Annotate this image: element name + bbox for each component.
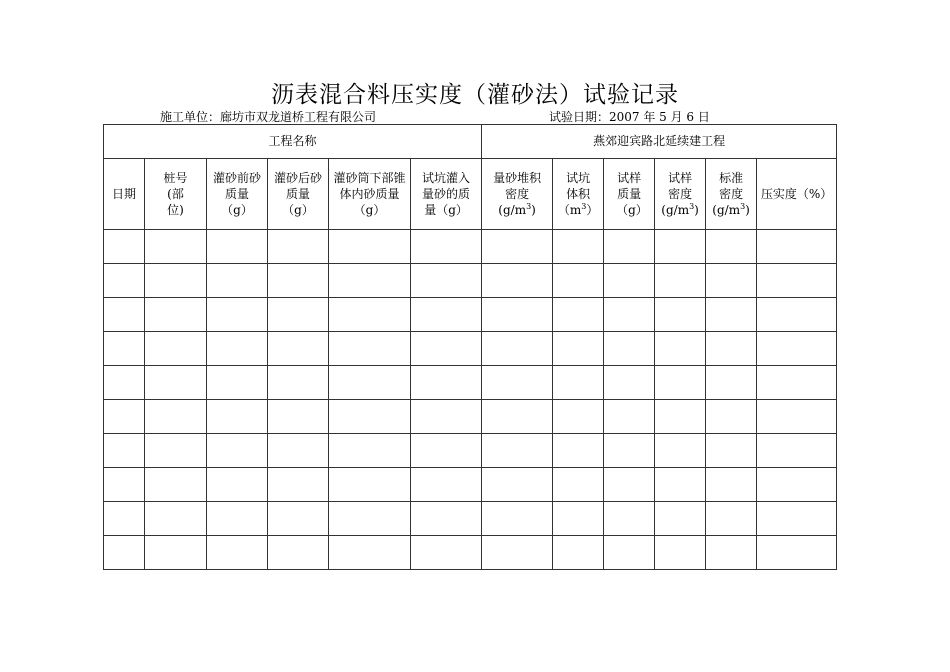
table-cell[interactable] <box>706 502 757 536</box>
table-cell[interactable] <box>207 366 268 400</box>
table-cell[interactable] <box>329 502 411 536</box>
table-cell[interactable] <box>411 400 482 434</box>
col-cone-sand <box>329 159 411 230</box>
col-sample-density <box>655 159 706 230</box>
table-cell[interactable] <box>482 536 553 570</box>
table-row <box>104 468 837 502</box>
table-cell[interactable] <box>706 264 757 298</box>
table-cell[interactable] <box>655 536 706 570</box>
table-row <box>104 434 837 468</box>
table-cell[interactable] <box>104 366 145 400</box>
table-cell[interactable] <box>268 502 329 536</box>
col-sand-density-label: 量砂堆积密度 <box>493 170 542 201</box>
table-cell[interactable] <box>145 332 207 366</box>
table-cell[interactable] <box>104 332 145 366</box>
table-cell[interactable] <box>757 468 837 502</box>
page-title: 沥表混合料压实度（灌砂法）试验记录 <box>271 82 679 108</box>
table-cell[interactable] <box>482 230 553 264</box>
table-cell[interactable] <box>145 468 207 502</box>
col-pit-sand-label: 试坑灌入量砂的质量（g） <box>422 170 471 218</box>
col-station-label: 桩号(部位) <box>163 170 188 218</box>
table-cell[interactable] <box>655 468 706 502</box>
table-cell[interactable] <box>145 502 207 536</box>
table-cell[interactable] <box>145 434 207 468</box>
table-cell[interactable] <box>411 264 482 298</box>
table-cell[interactable] <box>268 434 329 468</box>
table-cell[interactable] <box>604 502 655 536</box>
table-cell[interactable] <box>104 298 145 332</box>
table-cell[interactable] <box>553 366 604 400</box>
table-cell[interactable] <box>268 230 329 264</box>
col-sample-mass-label: 试样质量（g） <box>616 170 648 218</box>
table-cell[interactable] <box>655 298 706 332</box>
table-cell[interactable] <box>706 230 757 264</box>
table-cell[interactable] <box>268 468 329 502</box>
table-cell[interactable] <box>706 332 757 366</box>
table-cell[interactable] <box>604 332 655 366</box>
project-name-label: 工程名称 <box>104 125 482 159</box>
table-cell[interactable] <box>482 468 553 502</box>
table-cell[interactable] <box>482 332 553 366</box>
table-row <box>104 230 837 264</box>
table-cell[interactable] <box>604 264 655 298</box>
table-cell[interactable] <box>757 230 837 264</box>
table-cell[interactable] <box>604 230 655 264</box>
col-station <box>145 159 207 230</box>
table-cell[interactable] <box>329 468 411 502</box>
table-cell[interactable] <box>268 264 329 298</box>
table-cell[interactable] <box>757 264 837 298</box>
col-sample-density-unit: $(g/m^3)$ <box>661 202 699 218</box>
table-cell[interactable] <box>757 502 837 536</box>
table-cell[interactable] <box>104 502 145 536</box>
table-cell[interactable] <box>329 400 411 434</box>
table-cell[interactable] <box>604 536 655 570</box>
table-cell[interactable] <box>104 230 145 264</box>
table-cell[interactable] <box>706 468 757 502</box>
table-cell[interactable] <box>604 400 655 434</box>
col-pit-sand <box>411 159 482 230</box>
table-cell[interactable] <box>553 434 604 468</box>
table-cell[interactable] <box>268 332 329 366</box>
table-cell[interactable] <box>411 468 482 502</box>
col-sand-before <box>207 159 268 230</box>
table-cell[interactable] <box>553 332 604 366</box>
table-cell[interactable] <box>553 264 604 298</box>
col-sample-density-label: 试样密度 <box>668 170 693 201</box>
table-cell[interactable] <box>604 434 655 468</box>
table-cell[interactable] <box>329 230 411 264</box>
table-cell[interactable] <box>706 400 757 434</box>
table-row <box>104 366 837 400</box>
table-cell[interactable] <box>207 298 268 332</box>
table-cell[interactable] <box>145 536 207 570</box>
table-cell[interactable] <box>757 298 837 332</box>
table-cell[interactable] <box>329 536 411 570</box>
table-cell[interactable] <box>482 264 553 298</box>
table-cell[interactable] <box>411 366 482 400</box>
table-cell[interactable] <box>757 400 837 434</box>
table-cell[interactable] <box>411 502 482 536</box>
table-cell[interactable] <box>104 434 145 468</box>
table-cell[interactable] <box>655 434 706 468</box>
col-date: 日期 <box>104 159 145 230</box>
col-pit-volume-unit: $(m^3)$ <box>557 202 599 218</box>
table-cell[interactable] <box>329 332 411 366</box>
table-cell[interactable] <box>757 366 837 400</box>
table-row <box>104 400 837 434</box>
table-cell[interactable] <box>482 400 553 434</box>
table-row <box>104 298 837 332</box>
table-cell[interactable] <box>411 230 482 264</box>
table-cell[interactable] <box>655 502 706 536</box>
table-cell[interactable] <box>482 298 553 332</box>
table-cell[interactable] <box>411 434 482 468</box>
table-row <box>104 264 837 298</box>
table-cell[interactable] <box>329 298 411 332</box>
table-cell[interactable] <box>655 332 706 366</box>
table-cell[interactable] <box>207 434 268 468</box>
table-cell[interactable] <box>706 536 757 570</box>
table-cell[interactable] <box>145 366 207 400</box>
table-cell[interactable] <box>207 230 268 264</box>
table-cell[interactable] <box>757 434 837 468</box>
table-cell[interactable] <box>329 264 411 298</box>
test-date: 试验日期：2007 年 5 月 6 日 <box>549 110 710 124</box>
table-cell[interactable] <box>411 536 482 570</box>
table-cell[interactable] <box>329 434 411 468</box>
table-cell[interactable] <box>104 468 145 502</box>
table-cell[interactable] <box>145 298 207 332</box>
col-sand-density-unit: $(g/m^3)$ <box>498 202 536 218</box>
table-cell[interactable] <box>706 366 757 400</box>
table-cell[interactable] <box>268 536 329 570</box>
table-cell[interactable] <box>757 536 837 570</box>
table-row <box>104 502 837 536</box>
record-table <box>103 124 837 570</box>
table-row <box>104 332 837 366</box>
col-standard-density <box>706 159 757 230</box>
table-cell[interactable] <box>655 366 706 400</box>
table-body <box>104 230 837 570</box>
col-cone-sand-label: 灌砂筒下部锥体内砂质量（g） <box>333 170 406 218</box>
table-cell[interactable] <box>553 230 604 264</box>
table-cell[interactable] <box>145 264 207 298</box>
col-pit-volume <box>553 159 604 230</box>
table-cell[interactable] <box>268 400 329 434</box>
col-standard-density-unit: $(g/m^3)$ <box>712 202 750 218</box>
table-cell[interactable] <box>604 298 655 332</box>
table-cell[interactable] <box>604 366 655 400</box>
table-cell[interactable] <box>104 536 145 570</box>
table-cell[interactable] <box>268 366 329 400</box>
table-cell[interactable] <box>268 298 329 332</box>
table-cell[interactable] <box>553 298 604 332</box>
col-sample-mass <box>604 159 655 230</box>
table-cell[interactable] <box>207 332 268 366</box>
table-cell[interactable] <box>482 366 553 400</box>
col-pit-volume-label: 试坑体积 <box>566 170 591 201</box>
table-cell[interactable] <box>329 366 411 400</box>
project-name-value: 燕郊迎宾路北延续建工程 <box>482 125 837 159</box>
table-cell[interactable] <box>411 298 482 332</box>
table-cell[interactable] <box>104 264 145 298</box>
table-cell[interactable] <box>482 502 553 536</box>
table-cell[interactable] <box>706 298 757 332</box>
table-cell[interactable] <box>207 536 268 570</box>
table-cell[interactable] <box>207 468 268 502</box>
table-cell[interactable] <box>553 468 604 502</box>
table-cell[interactable] <box>482 434 553 468</box>
table-cell[interactable] <box>655 230 706 264</box>
col-standard-density-label: 标准密度 <box>719 170 744 201</box>
col-compaction: 压实度（%） <box>757 159 837 230</box>
table-cell[interactable] <box>207 400 268 434</box>
table-cell[interactable] <box>207 264 268 298</box>
table-cell[interactable] <box>411 332 482 366</box>
project-row <box>104 125 837 159</box>
table-cell[interactable] <box>104 400 145 434</box>
table-cell[interactable] <box>757 332 837 366</box>
table-cell[interactable] <box>207 502 268 536</box>
col-sand-after <box>268 159 329 230</box>
table-cell[interactable] <box>145 400 207 434</box>
construction-unit: 施工单位：廊坊市双龙道桥工程有限公司 <box>160 110 377 124</box>
table-cell[interactable] <box>655 400 706 434</box>
table-cell[interactable] <box>553 400 604 434</box>
table-row <box>104 536 837 570</box>
table-cell[interactable] <box>145 230 207 264</box>
table-cell[interactable] <box>604 468 655 502</box>
table-cell[interactable] <box>706 434 757 468</box>
table-cell[interactable] <box>553 502 604 536</box>
header-row <box>104 159 837 230</box>
col-sand-before-label: 灌砂前砂质量（g） <box>213 170 262 218</box>
table-cell[interactable] <box>553 536 604 570</box>
table-cell[interactable] <box>655 264 706 298</box>
col-sand-density <box>482 159 553 230</box>
col-sand-after-label: 灌砂后砂质量（g） <box>274 170 323 218</box>
